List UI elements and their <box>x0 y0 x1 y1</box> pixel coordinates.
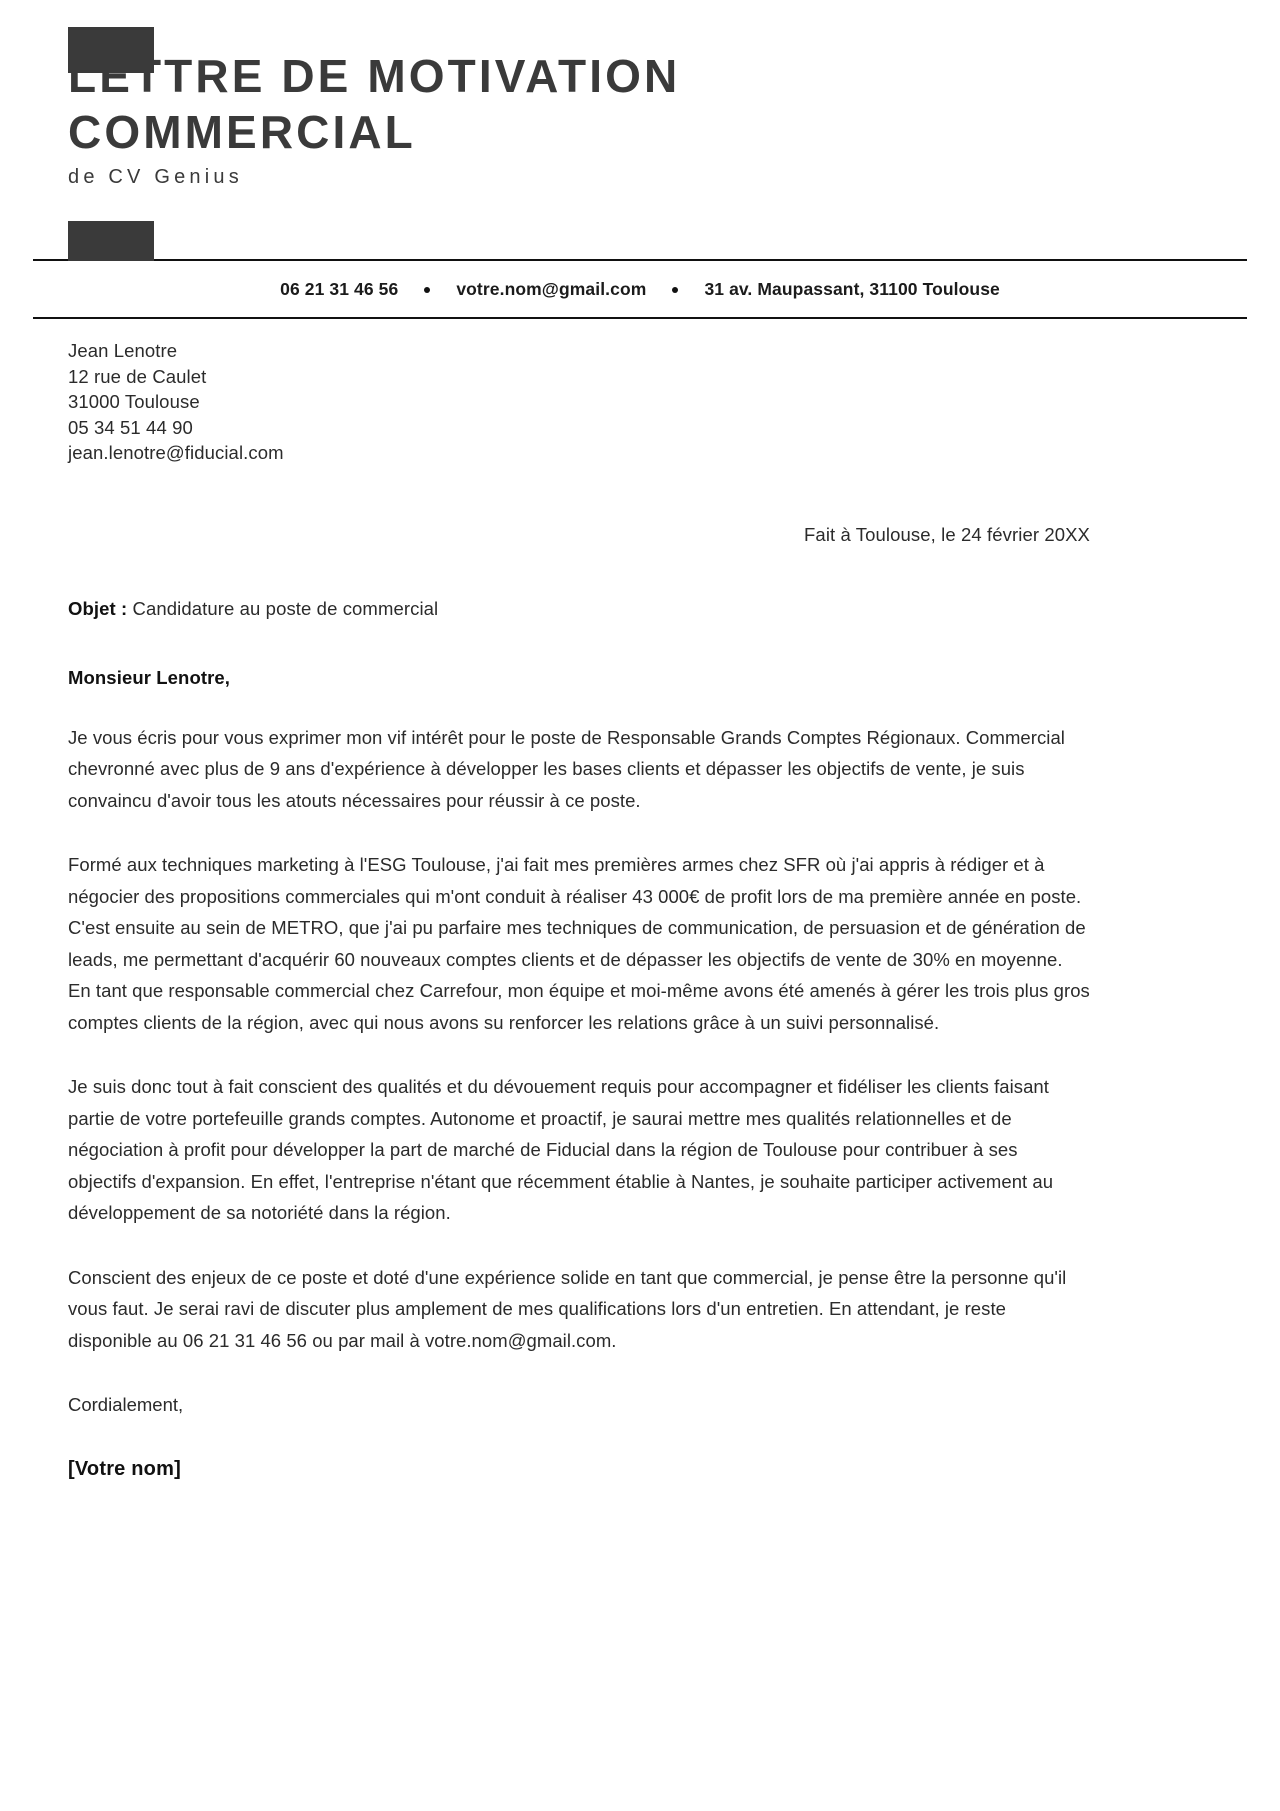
letter-body <box>68 338 1090 1481</box>
subject-value: Candidature au poste de commercial <box>132 597 439 619</box>
contact-line <box>280 279 1000 300</box>
paragraph-list <box>68 722 1090 1357</box>
recipient-block <box>68 338 1090 466</box>
recipient-phone: 05 34 51 44 90 <box>68 416 193 438</box>
contact-bar <box>0 262 1280 317</box>
bullet-separator-icon <box>672 287 678 293</box>
recipient-street: 12 rue de Caulet <box>68 365 207 387</box>
date-line: Fait à Toulouse, le 24 février 20XX <box>804 523 1090 545</box>
letter-header <box>0 0 1280 189</box>
contact-address: 31 av. Maupassant, 31100 Toulouse <box>704 279 1000 299</box>
subject-line <box>68 598 1090 620</box>
closing-line: Cordialement, <box>68 1394 184 1416</box>
page-subtitle: de CV Genius <box>68 166 243 189</box>
signature-placeholder: [Votre nom] <box>68 1458 181 1481</box>
subject-label: Objet : <box>68 597 128 619</box>
recipient-name: Jean Lenotre <box>68 340 178 361</box>
salutation: Monsieur Lenotre, <box>68 666 231 688</box>
body-paragraph: Conscient des enjeux de ce poste et doté d'une expérience solide en tant que commercial, je pense être la personne qu'il vous faut. Je serai ravi de discuter plus amplement de mes qualifications lors d'un entretien. En attendant, je reste disponible au 06 21 31 46 56 ou par mail à votre.nom@gmail.com. <box>68 1266 1067 1351</box>
body-paragraph: Je suis donc tout à fait conscient des qualités et du dévouement requis pour accompagner et fidéliser les clients faisant partie de votre portefeuille grands comptes. Autonome et proactif, je saurai mettre mes qualités relationnelles et de négociation à profit pour développer la part de marché de Fiducial dans la région de Toulouse pour contribuer à ses objectifs d'expansion. En effet, l'entreprise n'étant que récemment établie à Nantes, je souhaite participer activement au développement de sa notoriété dans la région. <box>68 1076 1054 1224</box>
contact-email[interactable]: votre.nom@gmail.com <box>456 279 647 299</box>
bullet-separator-icon <box>424 287 430 293</box>
page-title: LETTRE DE MOTIVATION COMMERCIAL <box>68 50 681 159</box>
title-wrap <box>68 0 1212 189</box>
body-paragraph: Formé aux techniques marketing à l'ESG Toulouse, j'ai fait mes premières armes chez SFR où j'ai appris à rédiger et à négocier des propositions commerciales qui m'ont conduit à réaliser 43 000€ de profit lors de ma première année en poste. C'est ensuite au sein de METRO, que j'ai pu parfaire mes techniques de communication, de persuasion et de génération de leads, me permettant d'acquérir 60 nouveaux comptes clients et de dépasser les objectifs de vente de 30% en moyenne. En tant que responsable commercial chez Carrefour, mon équipe et moi-même avons été amenés à gérer les trois plus gros comptes clients de la région, avec qui nous avons su renforcer les relations grâce à un suivi personnalisé. <box>68 854 1090 1033</box>
recipient-email: jean.lenotre@fiducial.com <box>68 442 284 464</box>
header-divider-top <box>33 259 1247 261</box>
body-paragraph: Je vous écris pour vous exprimer mon vif intérêt pour le poste de Responsable Grands Comptes Régionaux. Commercial chevronné avec plus de 9 ans d'expérience à développer les bases clients et dépasser les objectifs de vente, je suis convaincu d'avoir tous les atouts nécessaires pour réussir à ce poste. <box>68 726 1065 811</box>
contact-phone: 06 21 31 46 56 <box>280 279 399 299</box>
header-divider-bottom <box>33 317 1247 319</box>
recipient-city: 31000 Toulouse <box>68 391 200 413</box>
header-accent-block-bottom <box>68 221 154 261</box>
